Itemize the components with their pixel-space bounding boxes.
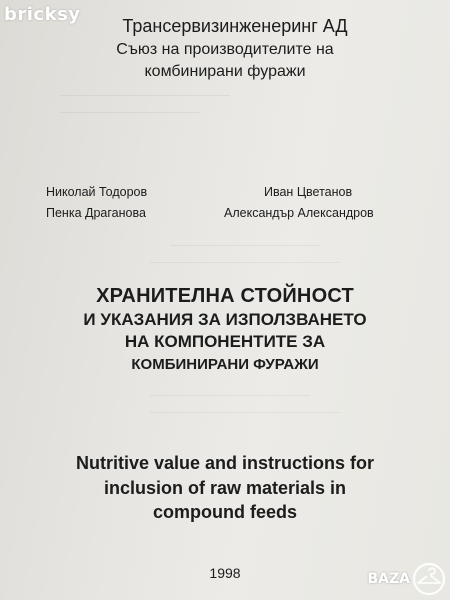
hanger-icon bbox=[412, 562, 446, 596]
show-through-line bbox=[60, 95, 230, 96]
watermark-logo-bottom bbox=[368, 562, 447, 596]
union-name-line2: комбинирани фуражи bbox=[144, 63, 306, 80]
author-name: Пенка Драганова bbox=[46, 206, 146, 220]
english-title-line: inclusion of raw materials in bbox=[103, 478, 347, 498]
organization-name: Трансервизинженеринг АД bbox=[122, 16, 348, 36]
union-name-line1: Съюз на производителите на bbox=[116, 41, 334, 58]
author-name: Николай Тодоров bbox=[46, 185, 148, 199]
book-title-line: И УКАЗАНИЯ ЗА ИЗПОЛЗВАНЕТО bbox=[83, 310, 367, 329]
author-name: Иван Цветанов bbox=[264, 185, 353, 199]
show-through-line bbox=[170, 245, 320, 246]
show-through-line bbox=[150, 412, 340, 413]
english-title-line: Nutritive value and instructions for bbox=[75, 453, 375, 473]
book-title-main: ХРАНИТЕЛНА СТОЙНОСТ bbox=[96, 285, 354, 307]
author-name: Александър Александров bbox=[224, 206, 374, 220]
show-through-line bbox=[150, 395, 310, 396]
show-through-line bbox=[150, 262, 340, 263]
english-title-line: compound feeds bbox=[152, 502, 297, 522]
publication-year: 1998 bbox=[209, 565, 241, 581]
book-title-line: НА КОМПОНЕНТИТЕ ЗА bbox=[124, 332, 326, 351]
show-through-line bbox=[60, 112, 200, 113]
watermark-text: BAZA bbox=[367, 571, 410, 587]
book-title-line: КОМБИНИРАНИ ФУРАЖИ bbox=[131, 356, 319, 373]
watermark-logo: bricksy bbox=[4, 4, 81, 25]
